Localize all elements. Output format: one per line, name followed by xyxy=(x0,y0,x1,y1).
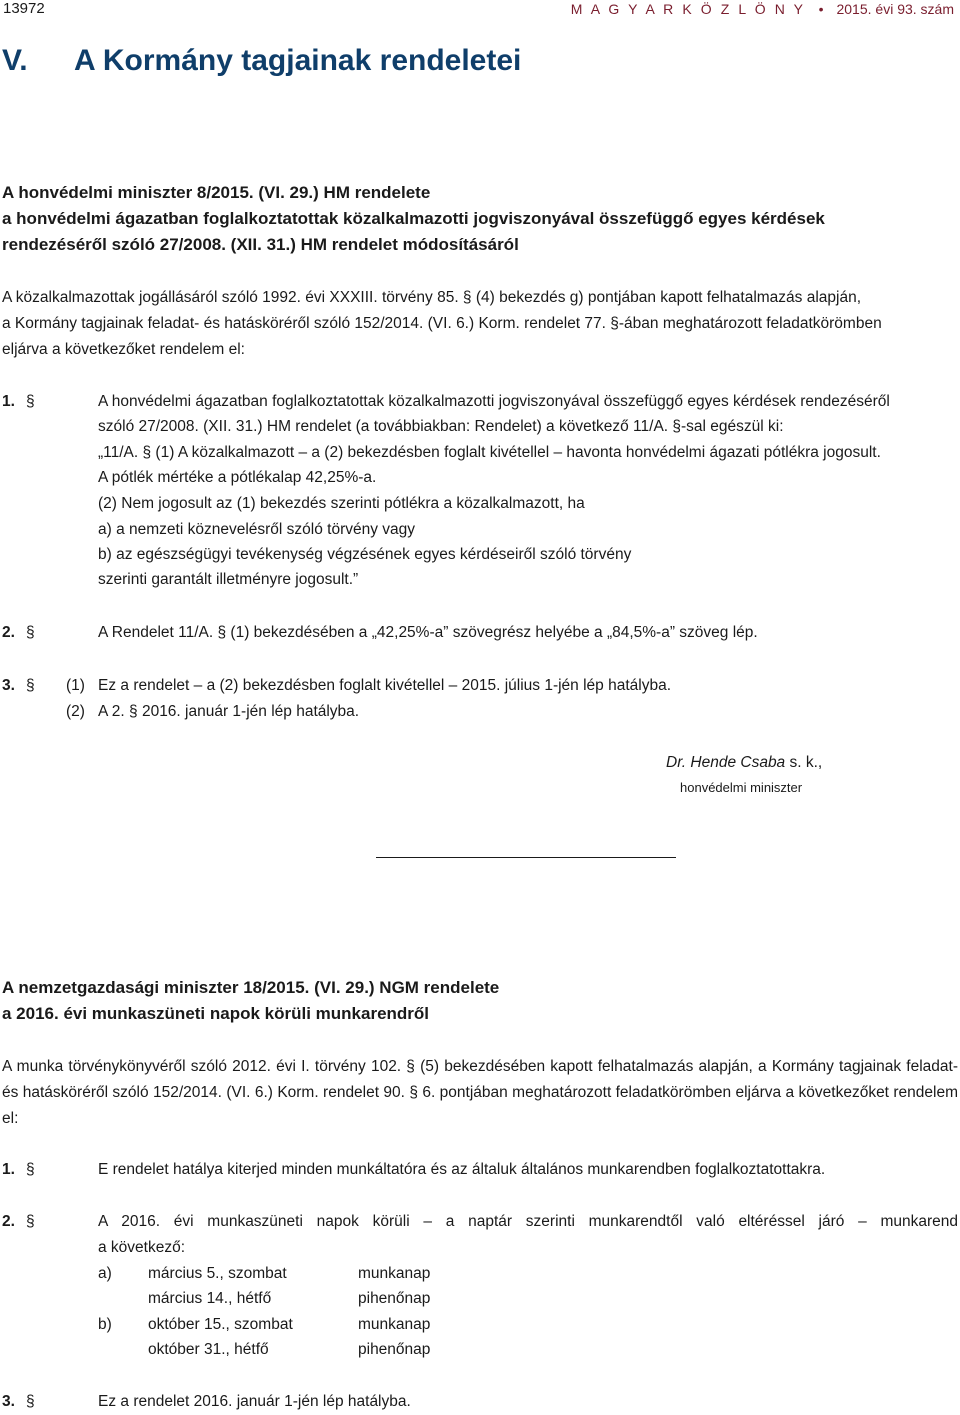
schedule-status: munkanap xyxy=(358,1265,431,1282)
decree2-section-3-text: Ez a rendelet 2016. január 1-jén lép hatályba. xyxy=(98,1393,411,1410)
header-bullet: • xyxy=(818,1,824,17)
schedule-status: munkanap xyxy=(358,1316,431,1333)
schedule-row xyxy=(0,1286,960,1312)
section-separator xyxy=(376,857,676,858)
schedule-date: október 31., hétfő xyxy=(148,1341,269,1358)
decree2-section-2-line-2: a következő: xyxy=(98,1239,186,1256)
decree1-section-3-item-1-text: Ez a rendelet – a (2) bekezdésben foglalt kivétellel – 2015. július 1-jén lép hatályba. xyxy=(98,677,672,694)
decree2-section-1-text: E rendelet hatálya kiterjed minden munkáltatóra és az általuk általános munkarendben foglalkoztatottakra. xyxy=(98,1161,826,1178)
decree1-preamble-line-1: A közalkalmazottak jogállásáról szóló 1992. évi XXXIII. törvény 85. § (4) bekezdés g) pontjában kapott felhatalmazás alapján, xyxy=(2,289,862,306)
schedule-date: október 15., szombat xyxy=(148,1316,293,1333)
decree1-section-2-number: 2. § xyxy=(2,624,35,641)
decree1-section-2-text: A Rendelet 11/A. § (1) bekezdésében a „42,25%-a” szövegrész helyébe a „84,5%-a” szöveg lép. xyxy=(98,624,758,641)
section-sign-icon: § xyxy=(26,1161,35,1178)
decree1-section-1-line-4: A pótlék mértéke a pótlékalap 42,25%-a. xyxy=(98,469,377,486)
decree1-section-3-item-1-label: (1) xyxy=(66,677,85,694)
decree1-preamble-line-2: a Kormány tagjainak feladat- és hatásköréről szóló 152/2014. (VI. 6.) Korm. rendelet 77. §-ában meghatározott feladatkörömben xyxy=(2,315,882,332)
decree1-section-1-line-7: b) az egészségügyi tevékenység végzésének egyes kérdéseiről szóló törvény xyxy=(98,546,632,563)
decree1-section-1-number: 1. § xyxy=(2,393,35,410)
decree1-section-1-line-6: a) a nemzeti köznevelésről szóló törvény vagy xyxy=(98,521,416,538)
running-head xyxy=(571,0,954,18)
section-sign-icon: § xyxy=(26,1393,35,1410)
signature-suffix: s. k., xyxy=(785,754,823,771)
decree2-title-line-2: a 2016. évi munkaszüneti napok körüli munkarendről xyxy=(2,1004,430,1023)
decree1-section-3-number: 3. § xyxy=(2,677,35,694)
section-sign-icon: § xyxy=(26,677,35,694)
decree1-section-1-line-8: szerinti garantált illetményre jogosult.” xyxy=(98,571,359,588)
schedule-date: március 5., szombat xyxy=(148,1265,287,1282)
schedule-status: pihenőnap xyxy=(358,1341,431,1358)
page-number: 13972 xyxy=(3,0,45,17)
decree1-preamble-line-3: eljárva a következőket rendelem el: xyxy=(2,341,245,358)
schedule-label: b) xyxy=(98,1316,112,1333)
decree1-section-1-line-3: „11/A. § (1) A közalkalmazott – a (2) bekezdésben foglalt kivétellel – havonta honvédelmi ágazati pótlékra jogosult. xyxy=(98,444,881,461)
decree1-title-line-3: rendezéséről szóló 27/2008. (XII. 31.) HM rendelet módosításáról xyxy=(2,235,519,254)
decree2-title-line-1: A nemzetgazdasági miniszter 18/2015. (VI. 29.) NGM rendelete xyxy=(2,978,500,997)
schedule-label: a) xyxy=(98,1265,112,1282)
section-sign-icon: § xyxy=(26,393,35,410)
decree1-title-line-2: a honvédelmi ágazatban foglalkoztatottak közalkalmazotti jogviszonyával összefüggő egyes kérdések xyxy=(2,209,825,228)
decree2-section-2-line-1: A 2016. évi munkaszüneti napok körüli – a naptár szerinti munkarendtől való eltéréssel járó – munkarend xyxy=(98,1213,958,1230)
part-title xyxy=(2,42,521,80)
journal-name: M A G Y A R K Ö Z L Ö N Y xyxy=(570,1,806,17)
part-number: V. xyxy=(2,44,28,77)
decree1-section-1-line-5: (2) Nem jogosult az (1) bekezdés szerinti pótlékra a közalkalmazott, ha xyxy=(98,495,585,512)
signature xyxy=(666,750,822,776)
decree1-section-1-line-1: A honvédelmi ágazatban foglalkoztatottak közalkalmazotti jogviszonyával összefüggő egyes kérdések rendezéséről xyxy=(98,393,890,410)
section-sign-icon: § xyxy=(26,624,35,641)
decree2-section-3-number: 3. § xyxy=(2,1393,35,1410)
issue-number: 2015. évi 93. szám xyxy=(836,1,954,17)
schedule-row xyxy=(0,1337,960,1363)
decree2-preamble: A munka törvénykönyvéről szóló 2012. évi I. törvény 102. § (5) bekezdésében kapott felhatalmazás alapján, a Kormány tagjainak feladat- és hatásköréről szóló 152/2014. (VI. 6.) Korm. rendelet 90. § 6. pontjában meghatározott feladatkörömben eljárva a következőket rendelem el: xyxy=(2,1058,958,1127)
section-sign-icon: § xyxy=(26,1213,35,1230)
part-title-text: A Kormány tagjainak rendeletei xyxy=(74,44,522,77)
schedule-row xyxy=(0,1261,960,1287)
decree1-section-3-item-2-text: A 2. § 2016. január 1-jén lép hatályba. xyxy=(98,703,360,720)
schedule-date: március 14., hétfő xyxy=(148,1290,272,1307)
decree2-section-2-number: 2. § xyxy=(2,1213,35,1230)
decree2-section-1-number: 1. § xyxy=(2,1161,35,1178)
schedule-status: pihenőnap xyxy=(358,1290,431,1307)
decree1-section-3-item-2-label: (2) xyxy=(66,703,85,720)
decree1-section-1-line-2: szóló 27/2008. (XII. 31.) HM rendelet (a továbbiakban: Rendelet) a következő 11/A. §-sal egészül ki: xyxy=(98,418,784,435)
signature-name: Dr. Hende Csaba xyxy=(666,754,786,771)
schedule-row xyxy=(0,1312,960,1338)
signature-role: honvédelmi miniszter xyxy=(680,780,803,795)
decree1-title-line-1: A honvédelmi miniszter 8/2015. (VI. 29.) HM rendelete xyxy=(2,183,431,202)
